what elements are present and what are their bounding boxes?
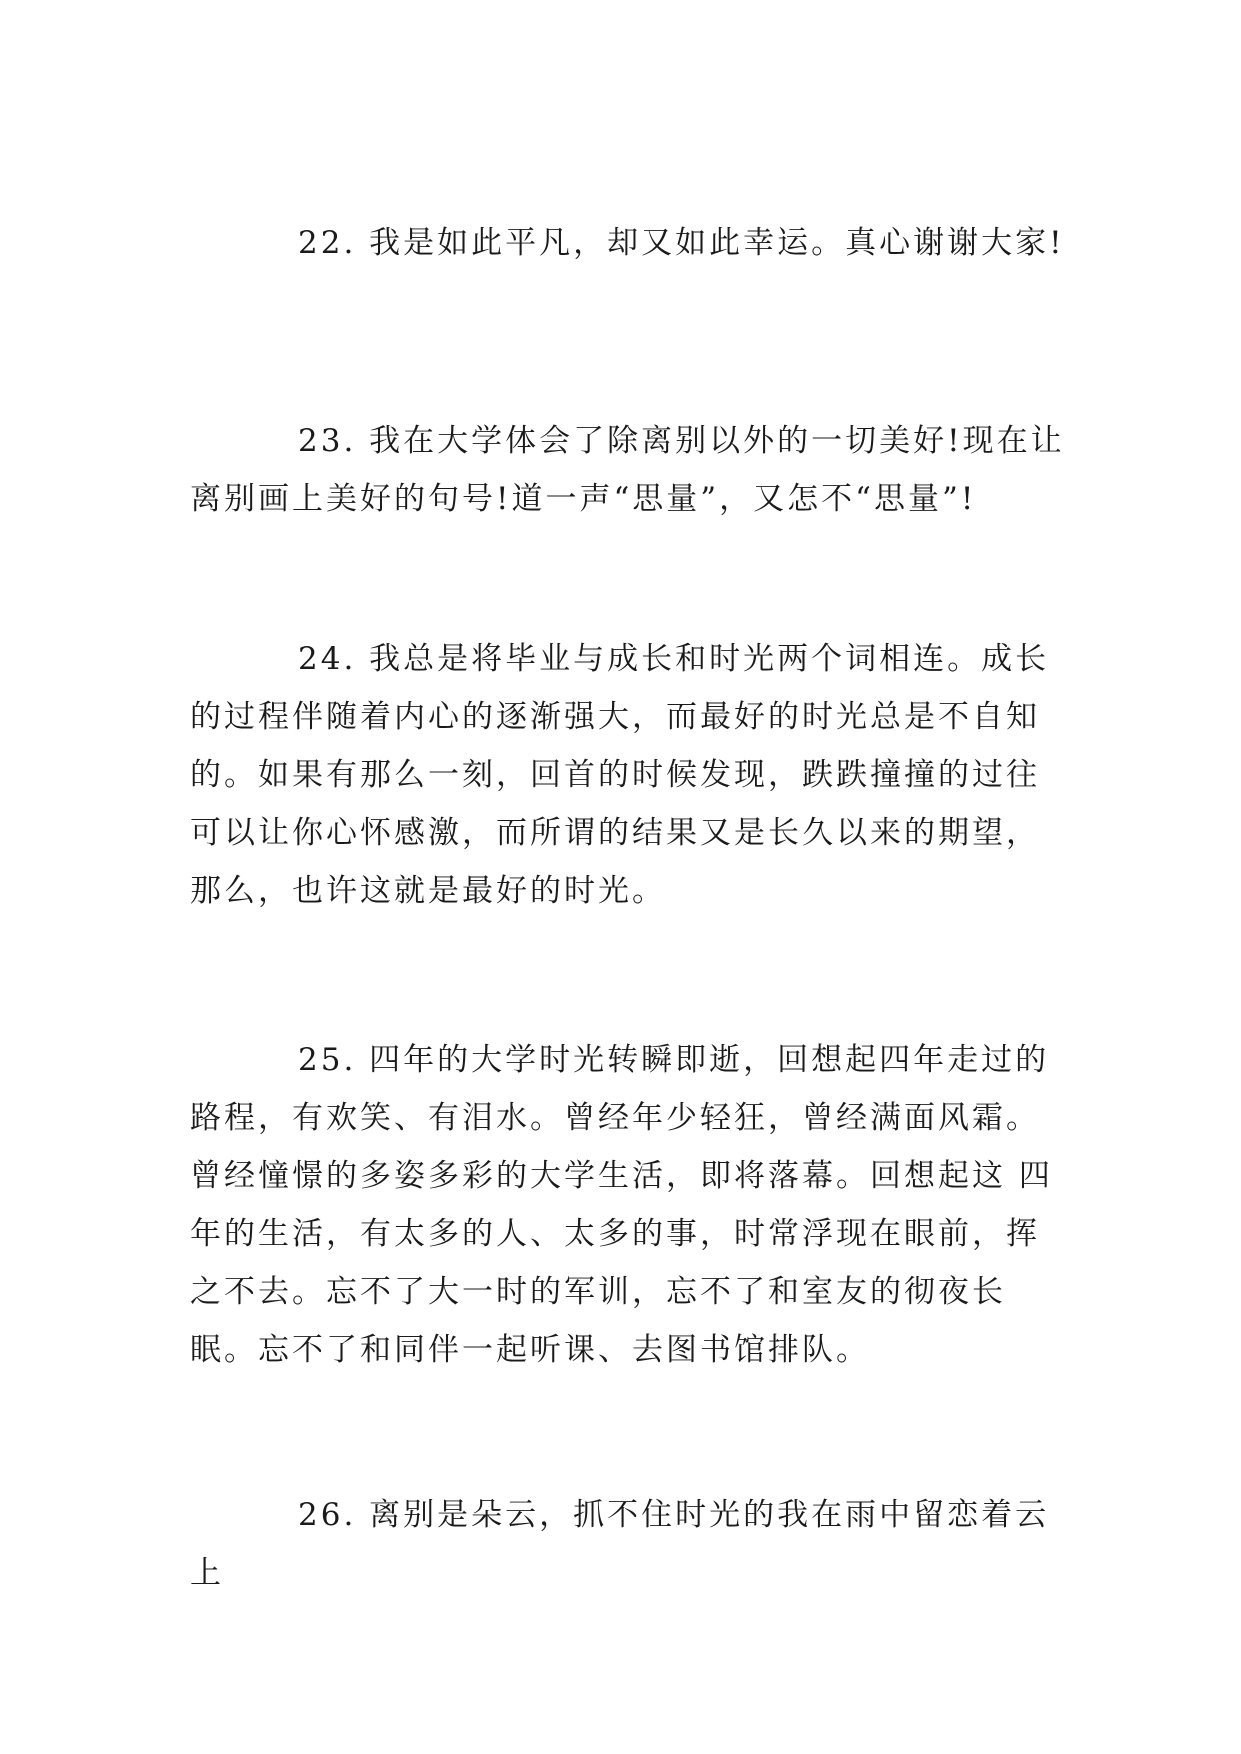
paragraph-25: 25. 四年的大学时光转瞬即逝，回想起四年走过的路程，有欢笑、有泪水。曾经年少轻狂，曾经满面风霜。曾经憧憬的多姿多彩的大学生活，即将落幕。回想起这 四年的生活，有太多的人、太多的事，时常浮现在眼前，挥之不去。忘不了大一时的军训，忘不了和室友的彻夜长眠。忘不了和同伴一起听课、去图书馆排队。	[190, 1042, 1053, 1368]
paragraph-26: 26. 离别是朵云，抓不住时光的我在雨中留恋着云上	[190, 1497, 1050, 1591]
paragraph-22: 22. 我是如此平凡，却又如此幸运。真心谢谢大家!	[298, 225, 1065, 261]
paragraph-24: 24. 我总是将毕业与成长和时光两个词相连。成长的过程伴随着内心的逐渐强大，而最好的时光总是不自知的。如果有那么一刻，回首的时候发现，跌跌撞撞的过往可以让你心怀感激，而所谓的结果又是长久以来的期望，那么，也许这就是最好的时光。	[190, 641, 1050, 909]
paragraph-23: 23. 我在大学体会了除离别以外的一切美好!现在让离别画上美好的句号!道一声“思量”，又怎不“思量”!	[190, 423, 1065, 517]
